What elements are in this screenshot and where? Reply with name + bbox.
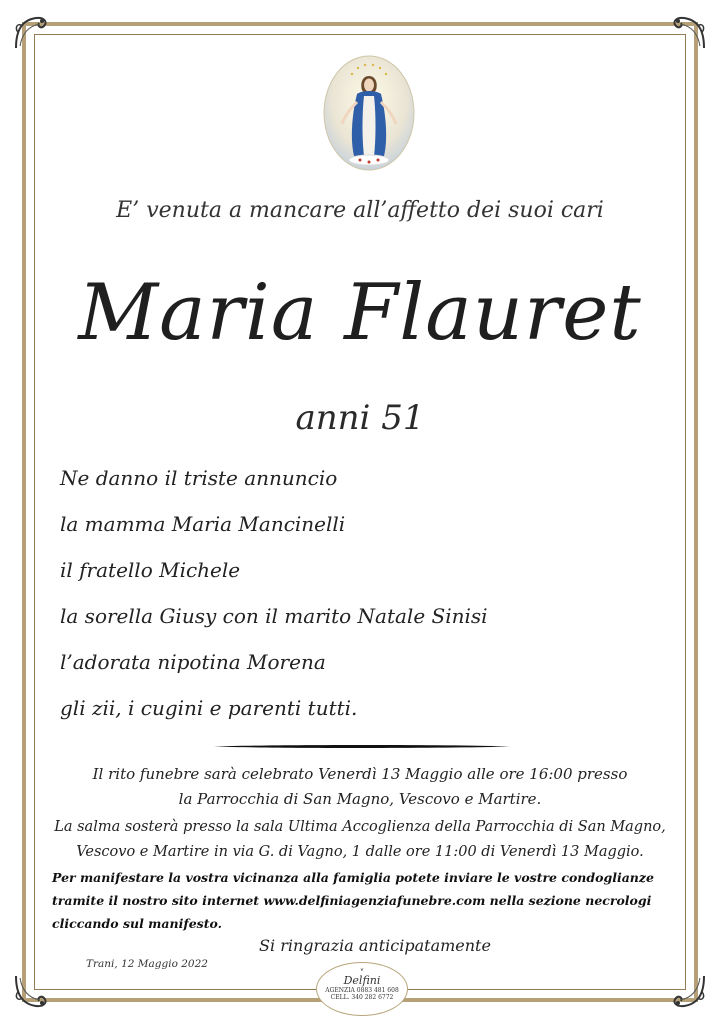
mourner-line: il fratello Michele [60, 558, 241, 582]
corner-flourish-icon [12, 12, 52, 52]
viewing-info [40, 815, 680, 865]
logo-name: Delfini [343, 974, 381, 987]
mourner-line: gli zii, i cugini e parenti tutti. [60, 696, 358, 720]
mourner-line: la mamma Maria Mancinelli [60, 512, 346, 536]
deceased-age: anni 51 [295, 398, 425, 438]
logo-cell-phone: CELL. 340 282 6772 [330, 994, 394, 1001]
mourners-list [60, 462, 660, 738]
funeral-rite-info [40, 762, 680, 812]
condolences-line: cliccando sul manifesto. [52, 916, 222, 931]
logo-ornament-icon: ❦ [360, 968, 364, 973]
rite-line: la Parrocchia di San Magno, Vescovo e Martire. [178, 790, 542, 808]
viewing-line: Vescovo e Martire in via G. di Vagno, 1 dalle ore 11:00 di Venerdì 13 Maggio. [76, 844, 644, 860]
condolences-line: Per manifestare la vostra vicinanza alla famiglia potete inviare le vostre condoglianze [52, 870, 654, 885]
corner-flourish-icon [12, 972, 52, 1012]
agency-logo [316, 962, 408, 1016]
mourner-line: l’adorata nipotina Morena [60, 650, 326, 674]
thanks-text: Si ringrazia anticipatamente [259, 936, 491, 955]
corner-flourish-icon [668, 972, 708, 1012]
condolences-line: tramite il nostro sito internet www.delfiniagenziafunebre.com nella sezione necrologi [52, 893, 652, 908]
place-date: Trani, 12 Maggio 2022 [86, 958, 208, 970]
viewing-line: La salma sosterà presso la sala Ultima Accoglienza della Parrocchia di San Magno, [54, 819, 666, 835]
mourner-line: la sorella Giusy con il marito Natale Sinisi [60, 604, 488, 628]
condolences-info [52, 866, 682, 935]
deceased-name: Maria Flauret [78, 268, 642, 358]
madonna-image [322, 54, 416, 172]
intro-text: E’ venuta a mancare all’affetto dei suoi cari [116, 198, 604, 223]
section-divider [214, 744, 510, 749]
logo-agency-phone: AGENZIA 0883 481 608 [325, 987, 399, 994]
corner-flourish-icon [668, 12, 708, 52]
rite-line: Il rito funebre sarà celebrato Venerdì 13 Maggio alle ore 16:00 presso [92, 765, 628, 783]
mourner-line: Ne danno il triste annuncio [60, 466, 338, 490]
